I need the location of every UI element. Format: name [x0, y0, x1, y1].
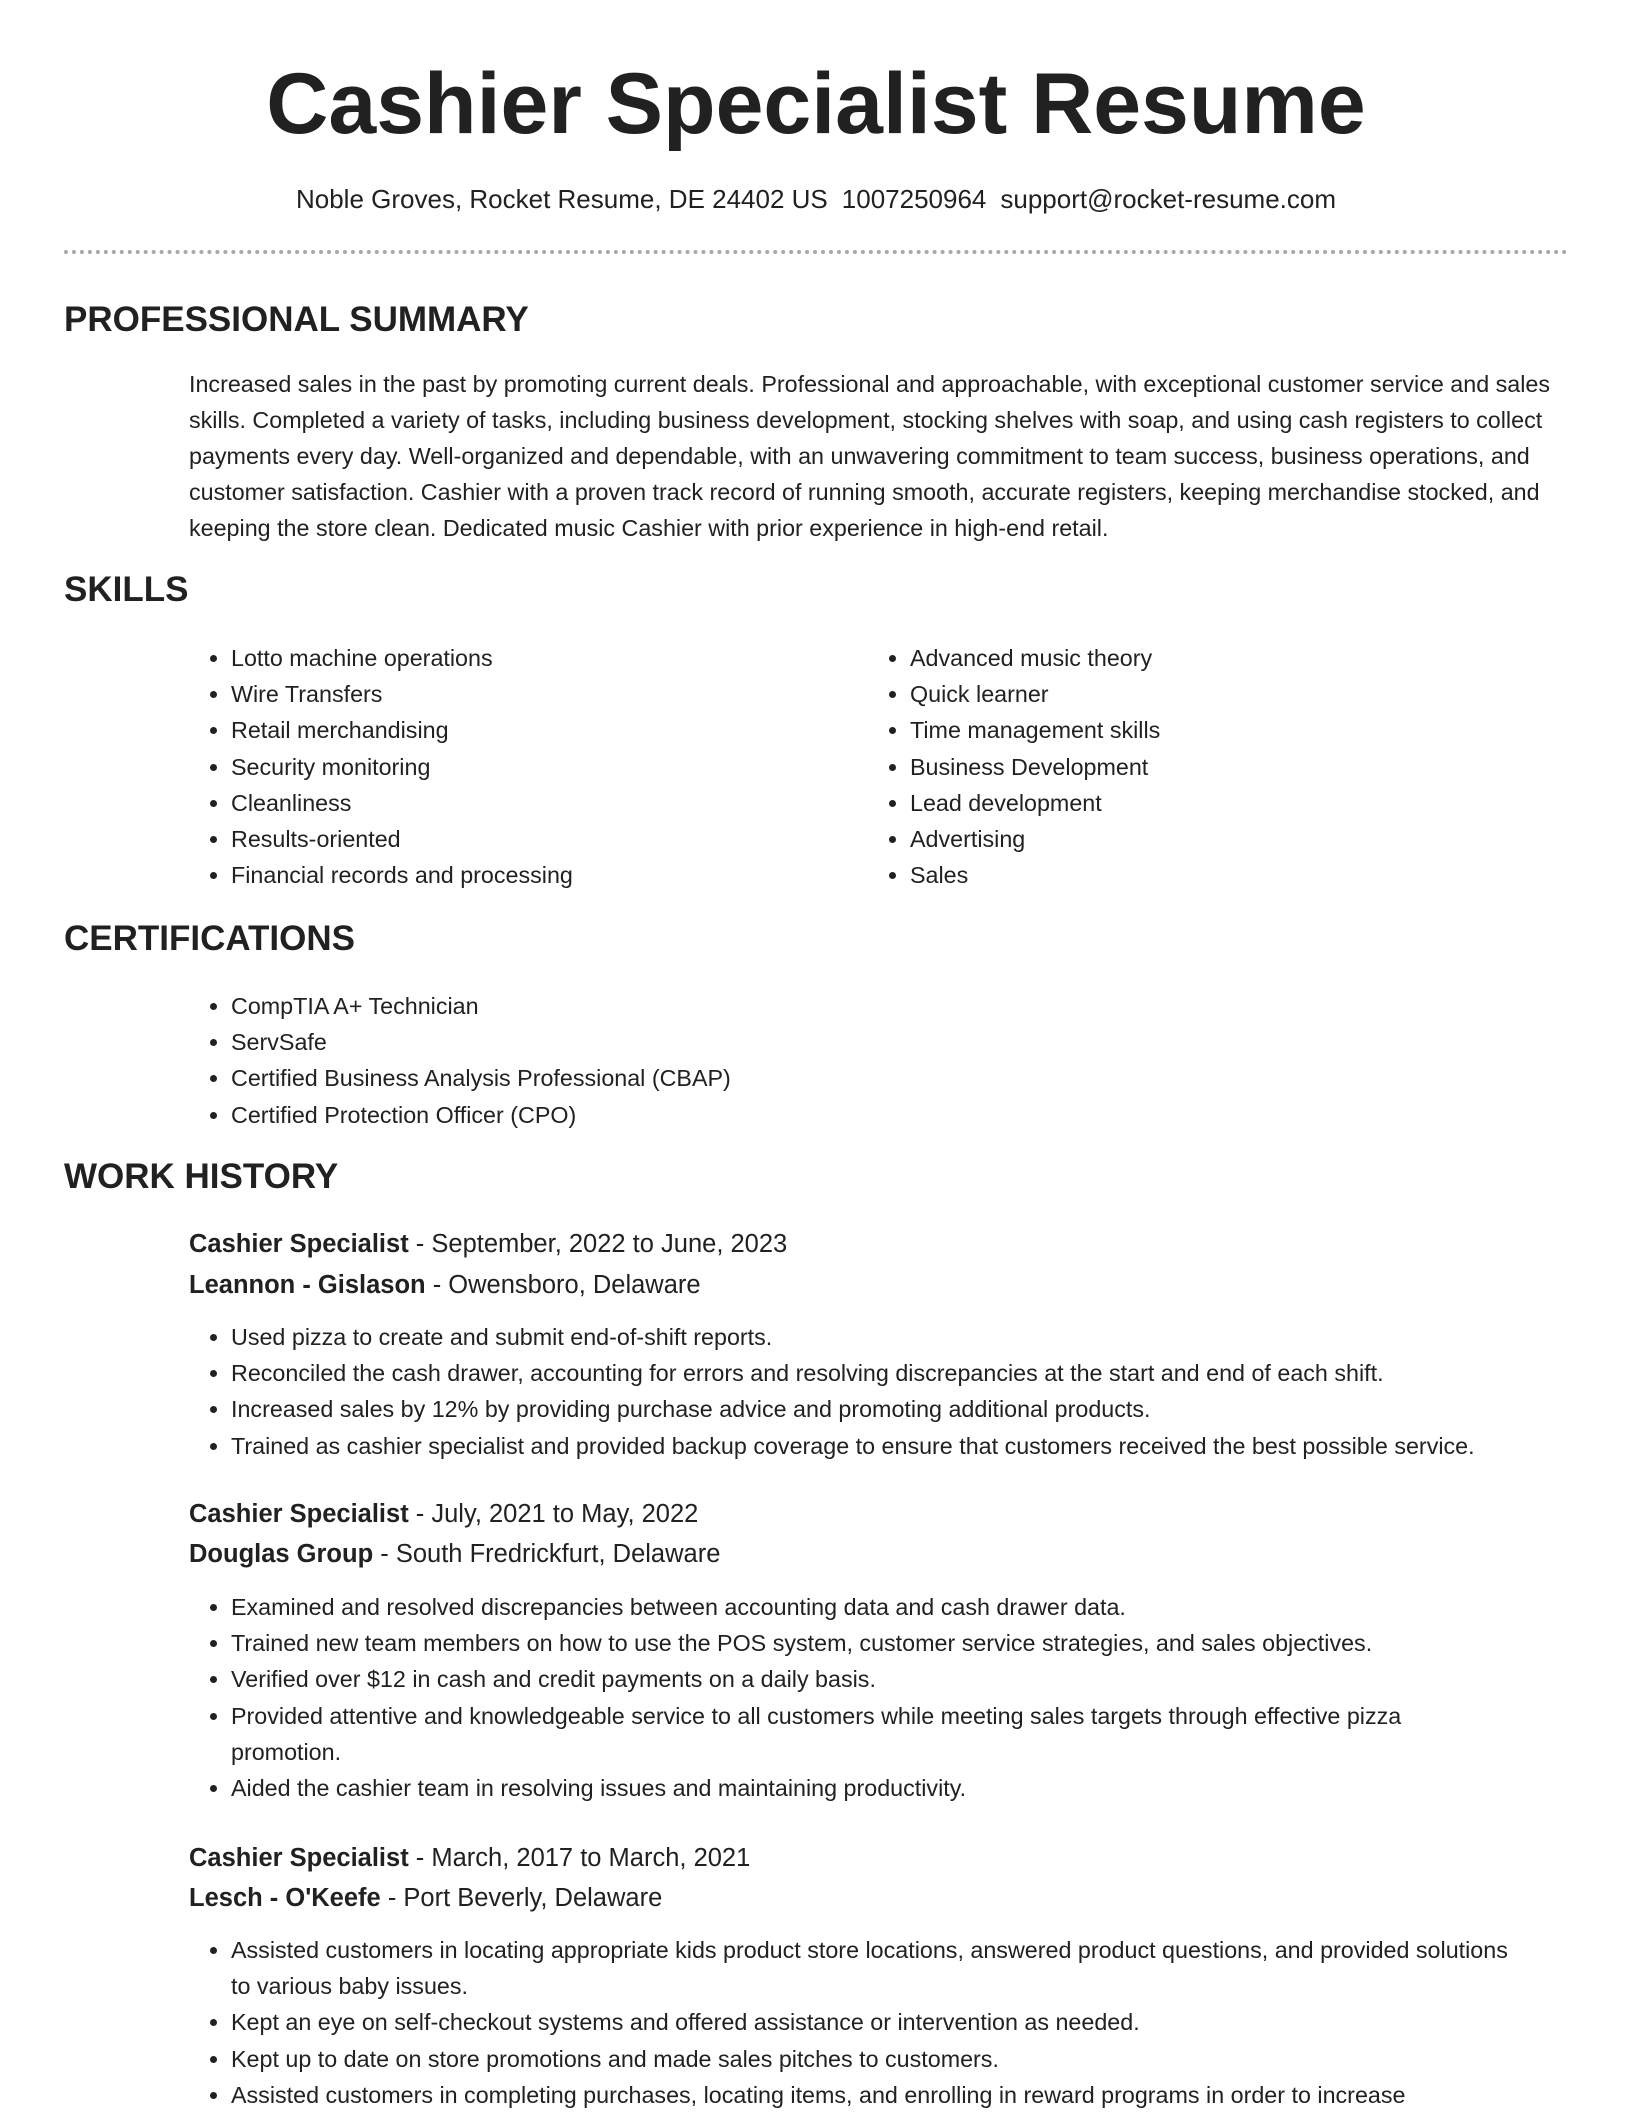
- certification-item: • Certified Protection Officer (CPO): [231, 1097, 1487, 1133]
- skill-item: • Financial records and processing: [231, 857, 827, 893]
- work-history-heading: WORK HISTORY: [64, 1157, 339, 1196]
- certifications-heading: CERTIFICATIONS: [64, 919, 356, 958]
- job-title: Cashier Specialist: [189, 1844, 409, 1872]
- skill-item: • Results-oriented: [231, 821, 827, 857]
- job-company-line: [189, 1267, 701, 1303]
- job-dates: - September, 2022 to June, 2023: [415, 1230, 788, 1258]
- job-company-line: [189, 1880, 662, 1916]
- job-title-line: [189, 1226, 787, 1262]
- job-bullet: • Aided the cashier team in resolving issues and maintaining productivity.: [231, 1770, 1517, 1806]
- job-bullet: • Trained as cashier specialist and provided backup coverage to ensure that customers received the best possible service.: [231, 1428, 1587, 1464]
- skill-item: • Lead development: [910, 785, 1506, 821]
- header-divider: [64, 250, 1568, 254]
- job-title-line: [189, 1496, 698, 1532]
- contact-address: Noble Groves, Rocket Resume, DE 24402 US: [295, 184, 828, 214]
- job-company-line: [189, 1536, 720, 1572]
- job-dates: - July, 2021 to May, 2022: [415, 1500, 699, 1528]
- certification-item: • ServSafe: [231, 1024, 1487, 1060]
- skill-item: • Sales: [910, 857, 1506, 893]
- job-location: - South Fredrickfurt, Delaware: [380, 1540, 721, 1568]
- job-location: - Port Beverly, Delaware: [387, 1884, 663, 1912]
- job-bullet: • Assisted customers in locating appropriate kids product store locations, answered product questions, and provided solutions to various baby issues.: [231, 1932, 1517, 2004]
- job-bullet: • Kept up to date on store promotions and made sales pitches to customers.: [231, 2041, 1517, 2077]
- job-bullet: • Provided attentive and knowledgeable service to all customers while meeting sales targets through effective pizza promotion.: [231, 1698, 1517, 1770]
- skill-item: • Advertising: [910, 821, 1506, 857]
- summary-text: Increased sales in the past by promoting current deals. Professional and approachable, with exceptional customer service and sales skills. Completed a variety of tasks, including business development, stocking shelves with soap, and using cash registers to collect payments every day. Well-organized and dependable, with an unwavering commitment to team success, business operations, and customer satisfaction. Cashier with a proven track record of running smooth, accurate registers, keeping merchandise stocked, and keeping the store clean. Dedicated music Cashier with prior experience in high-end retail.: [189, 371, 1551, 541]
- skill-item: • Lotto machine operations: [231, 640, 827, 676]
- skill-item: • Cleanliness: [231, 785, 827, 821]
- resume-title: Cashier Specialist Resume: [266, 56, 1366, 152]
- contact-email: support@rocket-resume.com: [1000, 184, 1337, 214]
- job-company: Douglas Group: [189, 1540, 374, 1568]
- certification-item: • Certified Business Analysis Professional (CBAP): [231, 1060, 1487, 1096]
- job-bullet: • Examined and resolved discrepancies between accounting data and cash drawer data.: [231, 1589, 1517, 1625]
- job-bullet: • Kept an eye on self-checkout systems and offered assistance or intervention as needed.: [231, 2004, 1517, 2040]
- skill-item: • Wire Transfers: [231, 676, 827, 712]
- job-bullet: • Used pizza to create and submit end-of-shift reports.: [231, 1319, 1587, 1355]
- skills-section: [64, 568, 1568, 612]
- skills-right-column: [866, 640, 1506, 893]
- job-company: Leannon - Gislason: [189, 1271, 426, 1299]
- summary-heading: PROFESSIONAL SUMMARY: [64, 300, 529, 339]
- job-title-line: [189, 1840, 750, 1876]
- job-bullet-list: [187, 1319, 1587, 1464]
- job-bullet: • Verified over $12 in cash and credit payments on a daily basis.: [231, 1661, 1517, 1697]
- contact-phone: 1007250964: [841, 184, 987, 214]
- job-dates: - March, 2017 to March, 2021: [415, 1844, 751, 1872]
- skill-item: • Advanced music theory: [910, 640, 1506, 676]
- skill-item: • Retail merchandising: [231, 712, 827, 748]
- job-location: - Owensboro, Delaware: [432, 1271, 701, 1299]
- certifications-list: [187, 988, 1487, 1133]
- skill-item: • Time management skills: [910, 712, 1506, 748]
- job-bullet: • Reconciled the cash drawer, accounting for errors and resolving discrepancies at the start and end of each shift.: [231, 1355, 1587, 1391]
- skill-item: • Quick learner: [910, 676, 1506, 712]
- job-bullet-list: [187, 1589, 1517, 1806]
- job-bullet: • Trained new team members on how to use the POS system, customer service strategies, and sales objectives.: [231, 1625, 1517, 1661]
- job-title: Cashier Specialist: [189, 1230, 409, 1258]
- summary-section: [64, 298, 1568, 342]
- skill-item: • Business Development: [910, 749, 1506, 785]
- certifications-section: [64, 917, 1568, 961]
- contact-line: [0, 181, 1632, 217]
- work-history-section: [64, 1155, 1568, 1199]
- certification-item: • CompTIA A+ Technician: [231, 988, 1487, 1024]
- skill-item: • Security monitoring: [231, 749, 827, 785]
- skills-left-column: [187, 640, 827, 893]
- job-bullet-list: [187, 1932, 1517, 2113]
- job-company: Lesch - O'Keefe: [189, 1884, 381, 1912]
- job-title: Cashier Specialist: [189, 1500, 409, 1528]
- skills-heading: SKILLS: [64, 570, 189, 609]
- job-bullet: • Increased sales by 12% by providing purchase advice and promoting additional products.: [231, 1391, 1587, 1427]
- job-bullet: • Assisted customers in completing purchases, locating items, and enrolling in reward programs in order to increase: [231, 2077, 1517, 2113]
